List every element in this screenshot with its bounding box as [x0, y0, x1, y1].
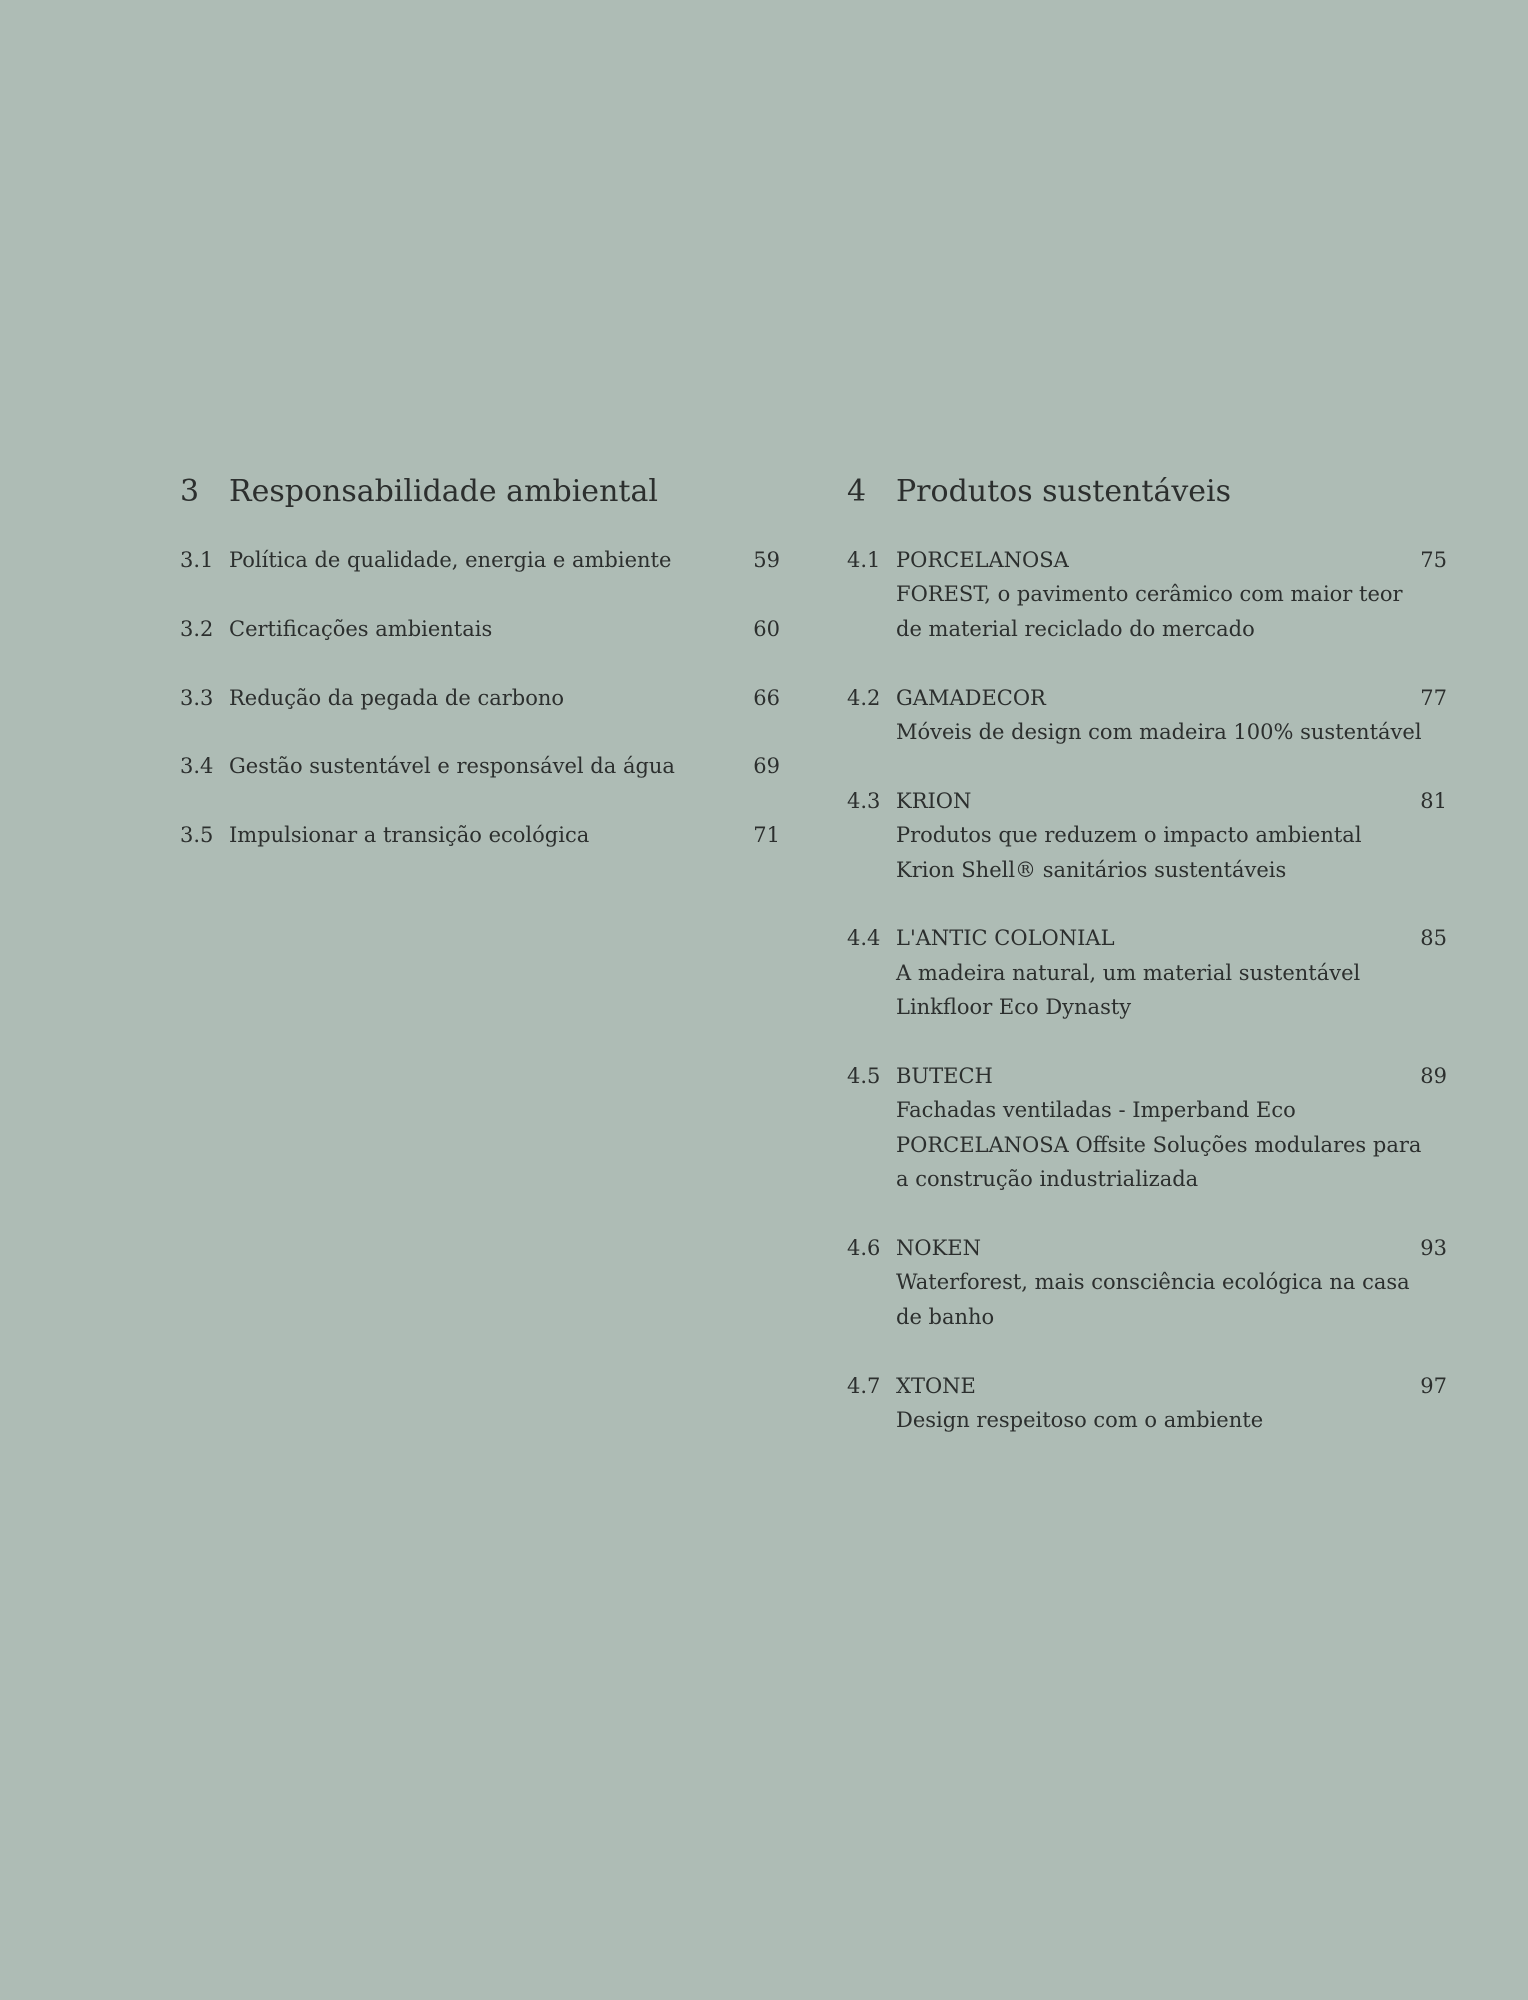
toc-entry-page-number: 85 — [1420, 926, 1447, 951]
toc-entry-line: XTONE — [896, 1373, 976, 1398]
toc-entry-line: Waterforest, mais consciência ecológica na casa — [896, 1270, 1410, 1295]
toc-entry[interactable] — [180, 749, 780, 783]
toc-entry-number: 4.5 — [847, 1064, 881, 1089]
toc-entry-line: BUTECH — [896, 1064, 993, 1089]
toc-entry-line: a construção industrializada — [896, 1167, 1199, 1192]
toc-list — [180, 543, 780, 853]
toc-entry-line: Política de qualidade, energia e ambiente — [229, 548, 672, 572]
toc-entry-title — [896, 921, 1399, 1024]
toc-entry-page-number: 93 — [1420, 1236, 1447, 1261]
toc-entry-title — [896, 1059, 1422, 1197]
toc-entry[interactable] — [180, 681, 780, 715]
toc-entry-page-number: 81 — [1420, 788, 1447, 813]
toc-entry-line: GAMADECOR — [896, 685, 1046, 710]
section-title: Produtos sustentáveis — [896, 474, 1232, 509]
toc-entry-title — [896, 1369, 1399, 1438]
toc-entry-line: Redução da pegada de carbono — [229, 685, 565, 710]
toc-entry-title — [229, 749, 732, 783]
toc-entry-page-number: 97 — [1420, 1373, 1447, 1398]
toc-entry-title — [896, 1231, 1410, 1334]
toc-entry-line: PORCELANOSA Offsite Soluções modulares para — [896, 1132, 1422, 1157]
toc-entry-title — [229, 681, 732, 715]
section-heading — [180, 472, 780, 512]
toc-entry-line: Móveis de design com madeira 100% sustentável — [896, 720, 1422, 745]
toc-entry[interactable] — [180, 612, 780, 646]
toc-entry-line: Gestão sustentável e responsável da água — [229, 754, 675, 779]
toc-entry-page-number: 69 — [753, 754, 780, 779]
toc-entry[interactable] — [847, 543, 1447, 646]
toc-entry-title — [229, 818, 732, 852]
toc-entry-title — [896, 543, 1403, 646]
toc-entry-line: L'ANTIC COLONIAL — [896, 926, 1115, 951]
toc-entry-line: KRION — [896, 788, 972, 813]
section-number: 3 — [180, 474, 200, 509]
toc-entry-number: 3.4 — [180, 754, 214, 779]
toc-entry-page-number: 89 — [1420, 1064, 1447, 1089]
toc-entry-number: 3.3 — [180, 685, 214, 710]
toc-entry[interactable] — [847, 1059, 1447, 1197]
toc-entry-line: Fachadas ventiladas - Imperband Eco — [896, 1098, 1296, 1123]
toc-entry-page-number: 75 — [1420, 548, 1447, 572]
toc-entry[interactable] — [180, 543, 780, 577]
toc-entry-number: 3.2 — [180, 616, 214, 641]
toc-entry[interactable] — [847, 921, 1447, 1024]
toc-entry[interactable] — [847, 681, 1447, 750]
toc-entry-number: 4.6 — [847, 1236, 881, 1261]
toc-entry-line: PORCELANOSA — [896, 548, 1069, 572]
toc-entry-number: 4.3 — [847, 788, 881, 813]
toc-entry-line: de material reciclado do mercado — [896, 616, 1255, 641]
toc-list — [847, 543, 1447, 1437]
toc-entry-line: Produtos que reduzem o impacto ambiental — [896, 823, 1362, 848]
section-4 — [847, 472, 1447, 1472]
section-3 — [180, 472, 780, 887]
toc-entry-line: de banho — [896, 1304, 995, 1329]
toc-entry[interactable] — [847, 1369, 1447, 1438]
toc-entry-line: NOKEN — [896, 1236, 981, 1261]
toc-entry-line: Certificações ambientais — [229, 616, 493, 641]
toc-entry-page-number: 77 — [1420, 685, 1447, 710]
toc-entry-title — [229, 543, 732, 577]
toc-entry-title — [896, 681, 1422, 750]
toc-entry-line: Impulsionar a transição ecológica — [229, 823, 590, 848]
toc-entry[interactable] — [847, 784, 1447, 887]
section-number: 4 — [847, 474, 867, 509]
toc-entry-title — [229, 612, 732, 646]
toc-entry[interactable] — [847, 1231, 1447, 1334]
toc-entry-number: 4.1 — [847, 548, 881, 572]
toc-entry-line: Design respeitoso com o ambiente — [896, 1408, 1264, 1433]
section-heading — [847, 472, 1447, 512]
toc-entry-page-number: 59 — [753, 548, 780, 572]
toc-entry-line: A madeira natural, um material sustentável — [896, 960, 1361, 985]
toc-entry-number: 3.5 — [180, 823, 214, 848]
toc-entry-title — [896, 784, 1399, 887]
toc-entry-line: FOREST, o pavimento cerâmico com maior teor — [896, 582, 1403, 607]
toc-entry-number: 4.4 — [847, 926, 881, 951]
toc-entry-line: Krion Shell® sanitários sustentáveis — [896, 857, 1287, 882]
toc-entry-number: 4.7 — [847, 1373, 881, 1398]
toc-entry-page-number: 71 — [753, 823, 780, 848]
toc-entry-page-number: 60 — [753, 616, 780, 641]
toc-entry[interactable] — [180, 818, 780, 852]
toc-entry-number: 3.1 — [180, 548, 214, 572]
toc-entry-number: 4.2 — [847, 685, 881, 710]
toc-entry-line: Linkfloor Eco Dynasty — [896, 995, 1132, 1020]
section-title: Responsabilidade ambiental — [229, 474, 658, 509]
toc-entry-page-number: 66 — [753, 685, 780, 710]
